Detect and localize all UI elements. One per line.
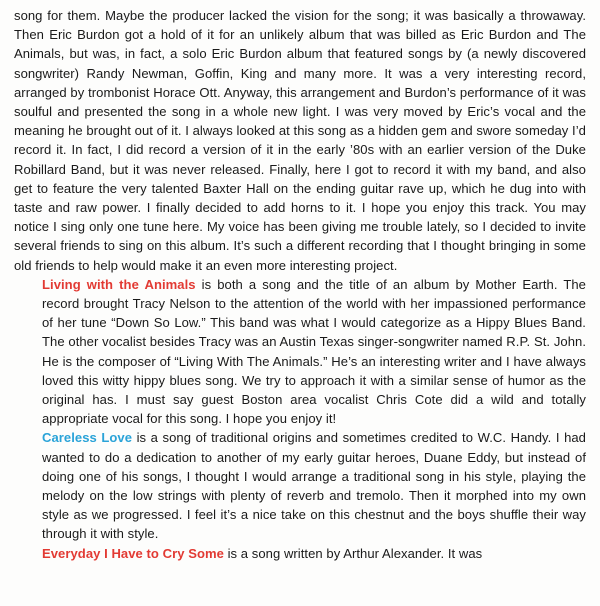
song-title-everyday-i-have-to-cry-some: Everyday I Have to Cry Some bbox=[42, 545, 224, 561]
liner-notes-text bbox=[14, 6, 586, 563]
song-title-careless-love: Careless Love bbox=[42, 430, 133, 446]
paragraph-living-with-the-animals bbox=[14, 275, 586, 429]
paragraph-text: is a song written by Arthur Alexander. It was bbox=[223, 545, 483, 561]
paragraph-text: is both a song and the title of an album by Mother Earth. The record brought Tracy Nelson to the attention of the world with her impassioned performance of her tune “Down So Low.” This band was what I would categorize as a Hippy Blues Band. The other vocalist besides Tracy was an Austin Texas singer-songwriter named R.P. St. John. He is the composer of “Living With The Animals.” He’s an interesting writer and I have always loved this witty hippy blues song. We try to approach it with a similar sense of humor as the original has. I must say guest Boston area vocalist Chris Cote did a wild and totally appropriate vocal for this song. I hope you enjoy it! bbox=[42, 276, 586, 427]
paragraph-everyday-i-have-to-cry-some bbox=[14, 544, 586, 563]
paragraph-careless-love bbox=[14, 428, 586, 543]
paragraph-burdon bbox=[14, 6, 586, 275]
song-title-living-with-the-animals: Living with the Animals bbox=[42, 276, 196, 292]
paragraph-text: song for them. Maybe the producer lacked the vision for the song; it was basically a throwaway. Then Eric Burdon got a hold of it for an unlikely album that was billed as Eric Burdon and The Animals, but was, in fact, a solo Eric Burdon album that featured songs by (a newly discovered songwriter) Randy Newman, Goffin, King and many more. It was a very interesting record, arranged by trombonist Horace Ott. Anyway, this arrangement and Burdon’s performance of it was soulful and presented the song in a whole new light. I was very moved by Eric’s vocal and the meaning he brought out of it. I always looked at this song as a hidden gem and swore someday I’d record it. In fact, I did record a version of it in the early ’80s with an earlier version of the Duke Robillard Band, but it was never released. Finally, here I got to record it with my band, and also get to feature the very talented Baxter Hall on the ending guitar rave up, which he dug into with taste and raw power. I finally decided to add horns to it. I hope you enjoy this track. You may notice I sing only one tune here. My voice has been giving me trouble lately, so I decided to invite several friends to sing on this album. It’s such a different recording that I thought bringing in some old friends to help would make it an even more interesting project. bbox=[14, 8, 586, 273]
paragraph-text: is a song of traditional origins and sometimes credited to W.C. Handy. I had wanted to do a dedication to another of my early guitar heroes, Duane Eddy, but instead of doing one of his songs, I thought I would arrange a traditional song in his style, playing the melody on the low strings with plenty of reverb and tremolo. Then it morphed into my own style as we progressed. I feel it’s a nice take on this chestnut and the boys shuffle their way through it with style. bbox=[42, 430, 586, 542]
